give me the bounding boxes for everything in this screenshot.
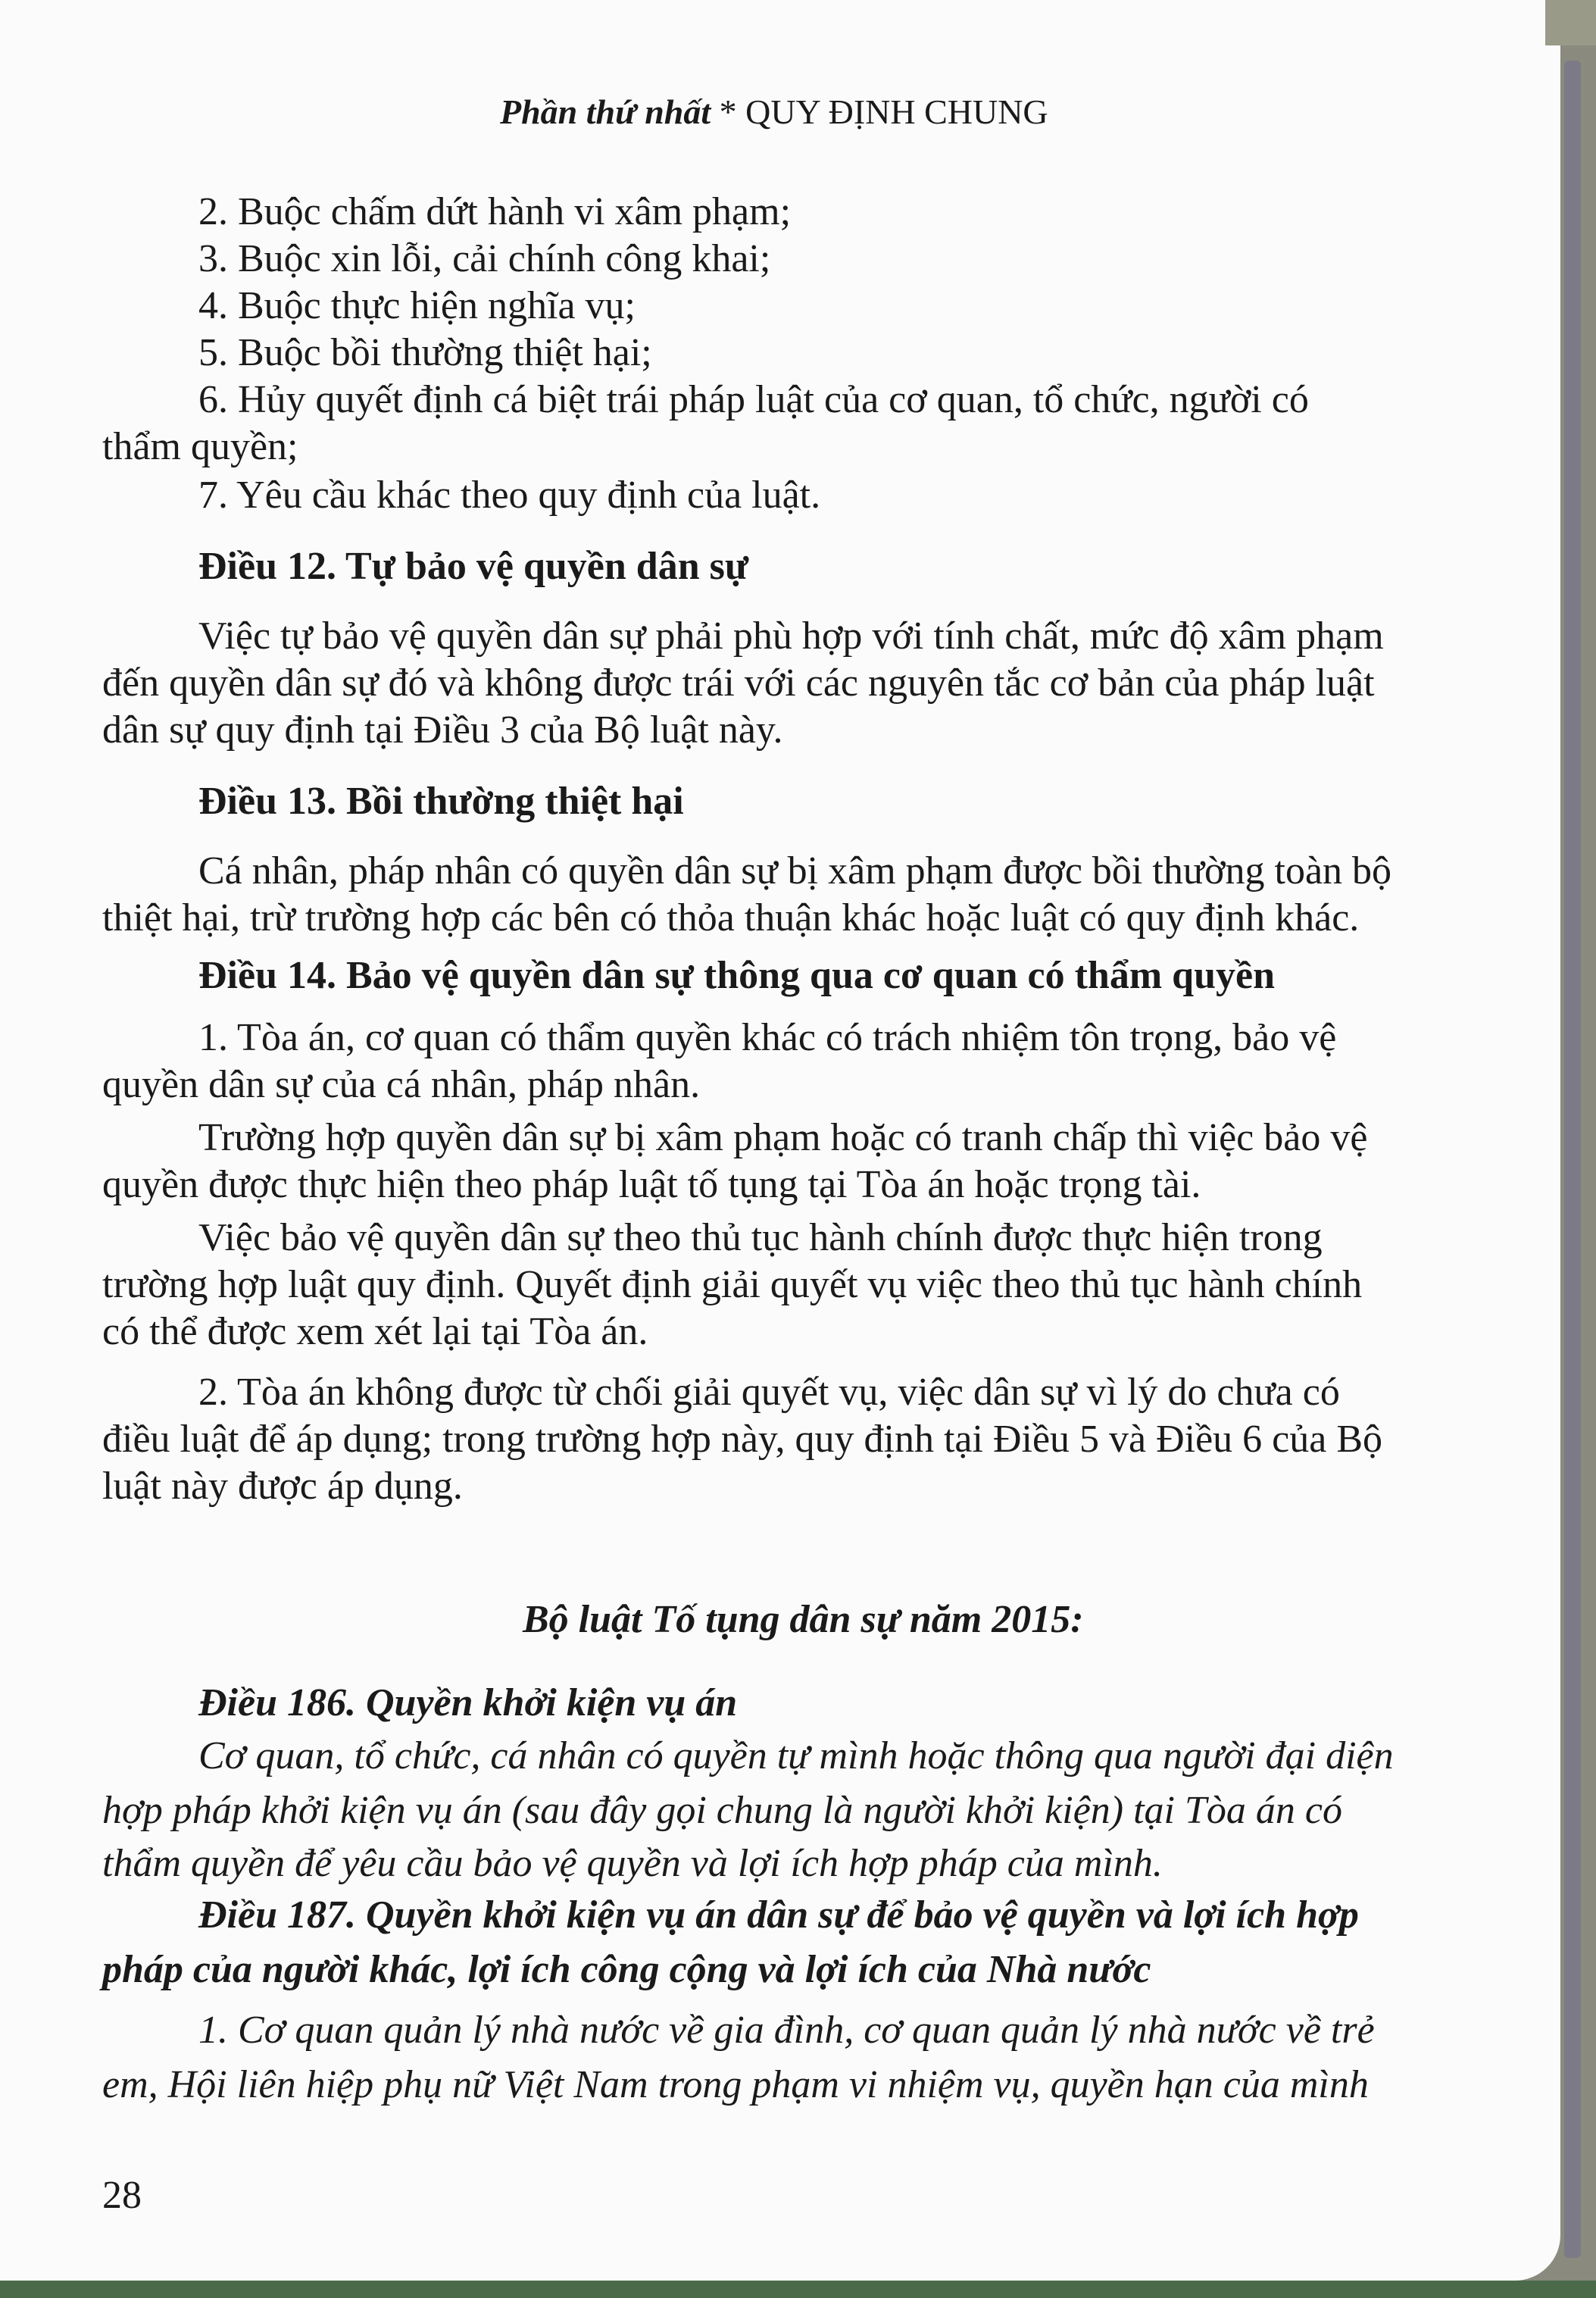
article-heading: Điều 186. Quyền khởi kiện vụ án xyxy=(198,1681,738,1724)
background-corner xyxy=(1545,0,1596,45)
page-number: 28 xyxy=(102,2174,142,2217)
text-line: hợp pháp khởi kiện vụ án (sau đây gọi chung là người khởi kiện) tại Tòa án có xyxy=(102,1789,1342,1832)
text-line: 7. Yêu cầu khác theo quy định của luật. xyxy=(198,474,821,517)
header-separator: * xyxy=(711,92,746,131)
text-line: Việc bảo vệ quyền dân sự theo thủ tục hành chính được thực hiện trong xyxy=(198,1216,1323,1259)
text-line: dân sự quy định tại Điều 3 của Bộ luật này. xyxy=(102,708,783,752)
section-heading: Bộ luật Tố tụng dân sự năm 2015: xyxy=(523,1598,1084,1641)
text-line: 1. Cơ quan quản lý nhà nước về gia đình, cơ quan quản lý nhà nước về trẻ xyxy=(198,2009,1375,2052)
article-heading: Điều 12. Tự bảo vệ quyền dân sự xyxy=(198,545,749,588)
article-heading: Điều 14. Bảo vệ quyền dân sự thông qua cơ quan có thẩm quyền xyxy=(198,954,1275,997)
text-line: 2. Buộc chấm dứt hành vi xâm phạm; xyxy=(198,190,792,233)
text-line: thẩm quyền để yêu cầu bảo vệ quyền và lợi ích hợp pháp của mình. xyxy=(102,1842,1163,1885)
text-line: em, Hội liên hiệp phụ nữ Việt Nam trong phạm vi nhiệm vụ, quyền hạn của mình xyxy=(102,2063,1369,2106)
text-line: thiệt hại, trừ trường hợp các bên có thỏa thuận khác hoặc luật có quy định khác. xyxy=(102,896,1360,940)
text-line: luật này được áp dụng. xyxy=(102,1465,463,1508)
text-line: quyền dân sự của cá nhân, pháp nhân. xyxy=(102,1063,701,1106)
page-edge-shadow xyxy=(1564,61,1581,2258)
text-line: Trường hợp quyền dân sự bị xâm phạm hoặc có tranh chấp thì việc bảo vệ xyxy=(198,1116,1368,1159)
text-line: quyền được thực hiện theo pháp luật tố tụng tại Tòa án hoặc trọng tài. xyxy=(102,1163,1201,1206)
text-line: 4. Buộc thực hiện nghĩa vụ; xyxy=(198,284,636,327)
header-part: Phần thứ nhất xyxy=(500,92,711,131)
article-heading: pháp của người khác, lợi ích công cộng và lợi ích của Nhà nước xyxy=(102,1948,1151,1991)
article-heading: Điều 13. Bồi thường thiệt hại xyxy=(198,780,684,823)
text-line: Cá nhân, pháp nhân có quyền dân sự bị xâm phạm được bồi thường toàn bộ xyxy=(198,849,1392,893)
table-surface xyxy=(0,2281,1596,2298)
text-line: 3. Buộc xin lỗi, cải chính công khai; xyxy=(198,237,771,280)
article-heading: Điều 187. Quyền khởi kiện vụ án dân sự để bảo vệ quyền và lợi ích hợp xyxy=(198,1893,1359,1937)
text-line: 2. Tòa án không được từ chối giải quyết vụ, việc dân sự vì lý do chưa có xyxy=(198,1371,1340,1414)
text-line: trường hợp luật quy định. Quyết định giải quyết vụ việc theo thủ tục hành chính xyxy=(102,1263,1363,1306)
text-line: 5. Buộc bồi thường thiệt hại; xyxy=(198,331,652,374)
text-line: Cơ quan, tổ chức, cá nhân có quyền tự mình hoặc thông qua người đại diện xyxy=(198,1734,1394,1777)
text-line: điều luật để áp dụng; trong trường hợp này, quy định tại Điều 5 và Điều 6 của Bộ xyxy=(102,1418,1383,1461)
text-line: đến quyền dân sự đó và không được trái với các nguyên tắc cơ bản của pháp luật xyxy=(102,661,1375,705)
text-line: 1. Tòa án, cơ quan có thẩm quyền khác có trách nhiệm tôn trọng, bảo vệ xyxy=(198,1016,1337,1059)
text-line: 6. Hủy quyết định cá biệt trái pháp luật của cơ quan, tổ chức, người có xyxy=(198,378,1309,421)
running-header xyxy=(500,89,1048,135)
text-line: Việc tự bảo vệ quyền dân sự phải phù hợp với tính chất, mức độ xâm phạm xyxy=(198,614,1384,658)
header-title: QUY ĐỊNH CHUNG xyxy=(745,92,1048,131)
text-line: thẩm quyền; xyxy=(102,425,298,468)
text-line: có thể được xem xét lại tại Tòa án. xyxy=(102,1310,648,1353)
